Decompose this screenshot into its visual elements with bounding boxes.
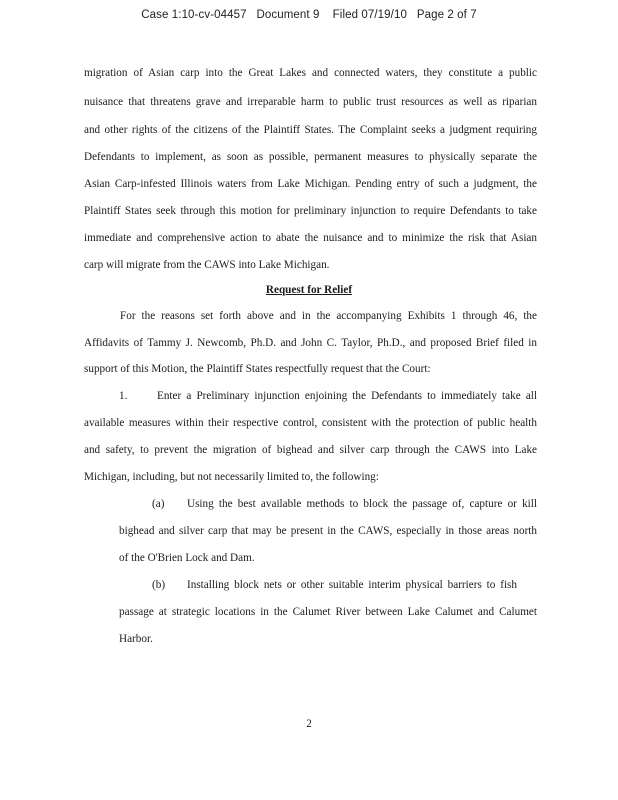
text-line: Asian Carp-infested Illinois waters from Lake Michigan. Pending entry of such a judgment, the bbox=[84, 178, 537, 190]
text-line: bighead and silver carp that may be present in the CAWS, especially in those areas north bbox=[119, 525, 537, 537]
text-line: and other rights of the citizens of the Plaintiff States. The Complaint seeks a judgment requiring bbox=[84, 124, 537, 136]
case-header: Case 1:10-cv-04457 Document 9 Filed 07/19/10 Page 2 of 7 bbox=[141, 9, 477, 21]
text-line: Plaintiff States seek through this motion for preliminary injunction to require Defendants to take bbox=[84, 205, 537, 217]
text-line: Michigan, including, but not necessarily limited to, the following: bbox=[84, 471, 379, 483]
text-line: Harbor. bbox=[119, 633, 153, 645]
text-line: Using the best available methods to block the passage of, capture or kill bbox=[187, 498, 537, 510]
text-line: Installing block nets or other suitable interim physical barriers to fish bbox=[187, 579, 517, 591]
text-line: nuisance that threatens grave and irreparable harm to public trust resources as well as riparian bbox=[84, 96, 537, 108]
text-line: available measures within their respective control, consistent with the protection of public health bbox=[84, 417, 537, 429]
text-line: and safety, to prevent the migration of bighead and silver carp through the CAWS into Lake bbox=[84, 444, 537, 456]
text-line: immediate and comprehensive action to abate the nuisance and to minimize the risk that Asian bbox=[84, 232, 537, 244]
section-heading: Request for Relief bbox=[265, 284, 353, 296]
text-line: of the O'Brien Lock and Dam. bbox=[119, 552, 255, 564]
text-line: Defendants to implement, as soon as possible, permanent measures to physically separate the bbox=[84, 151, 537, 163]
text-line: carp will migrate from the CAWS into Lake Michigan. bbox=[84, 259, 330, 271]
subitem-label: (a) bbox=[152, 498, 165, 510]
text-line: support of this Motion, the Plaintiff States respectfully request that the Court: bbox=[84, 363, 431, 375]
text-line: For the reasons set forth above and in the accompanying Exhibits 1 through 46, the bbox=[120, 310, 537, 322]
item-number: 1. bbox=[119, 390, 128, 402]
subitem-label: (b) bbox=[152, 579, 166, 591]
text-line: migration of Asian carp into the Great Lakes and connected waters, they constitute a public bbox=[84, 67, 537, 79]
text-line: Enter a Preliminary injunction enjoining the Defendants to immediately take all bbox=[157, 390, 537, 402]
text-line: passage at strategic locations in the Calumet River between Lake Calumet and Calumet bbox=[119, 606, 537, 618]
page-number: 2 bbox=[306, 718, 312, 730]
text-line: Affidavits of Tammy J. Newcomb, Ph.D. and John C. Taylor, Ph.D., and proposed Brief filed in bbox=[84, 337, 537, 349]
